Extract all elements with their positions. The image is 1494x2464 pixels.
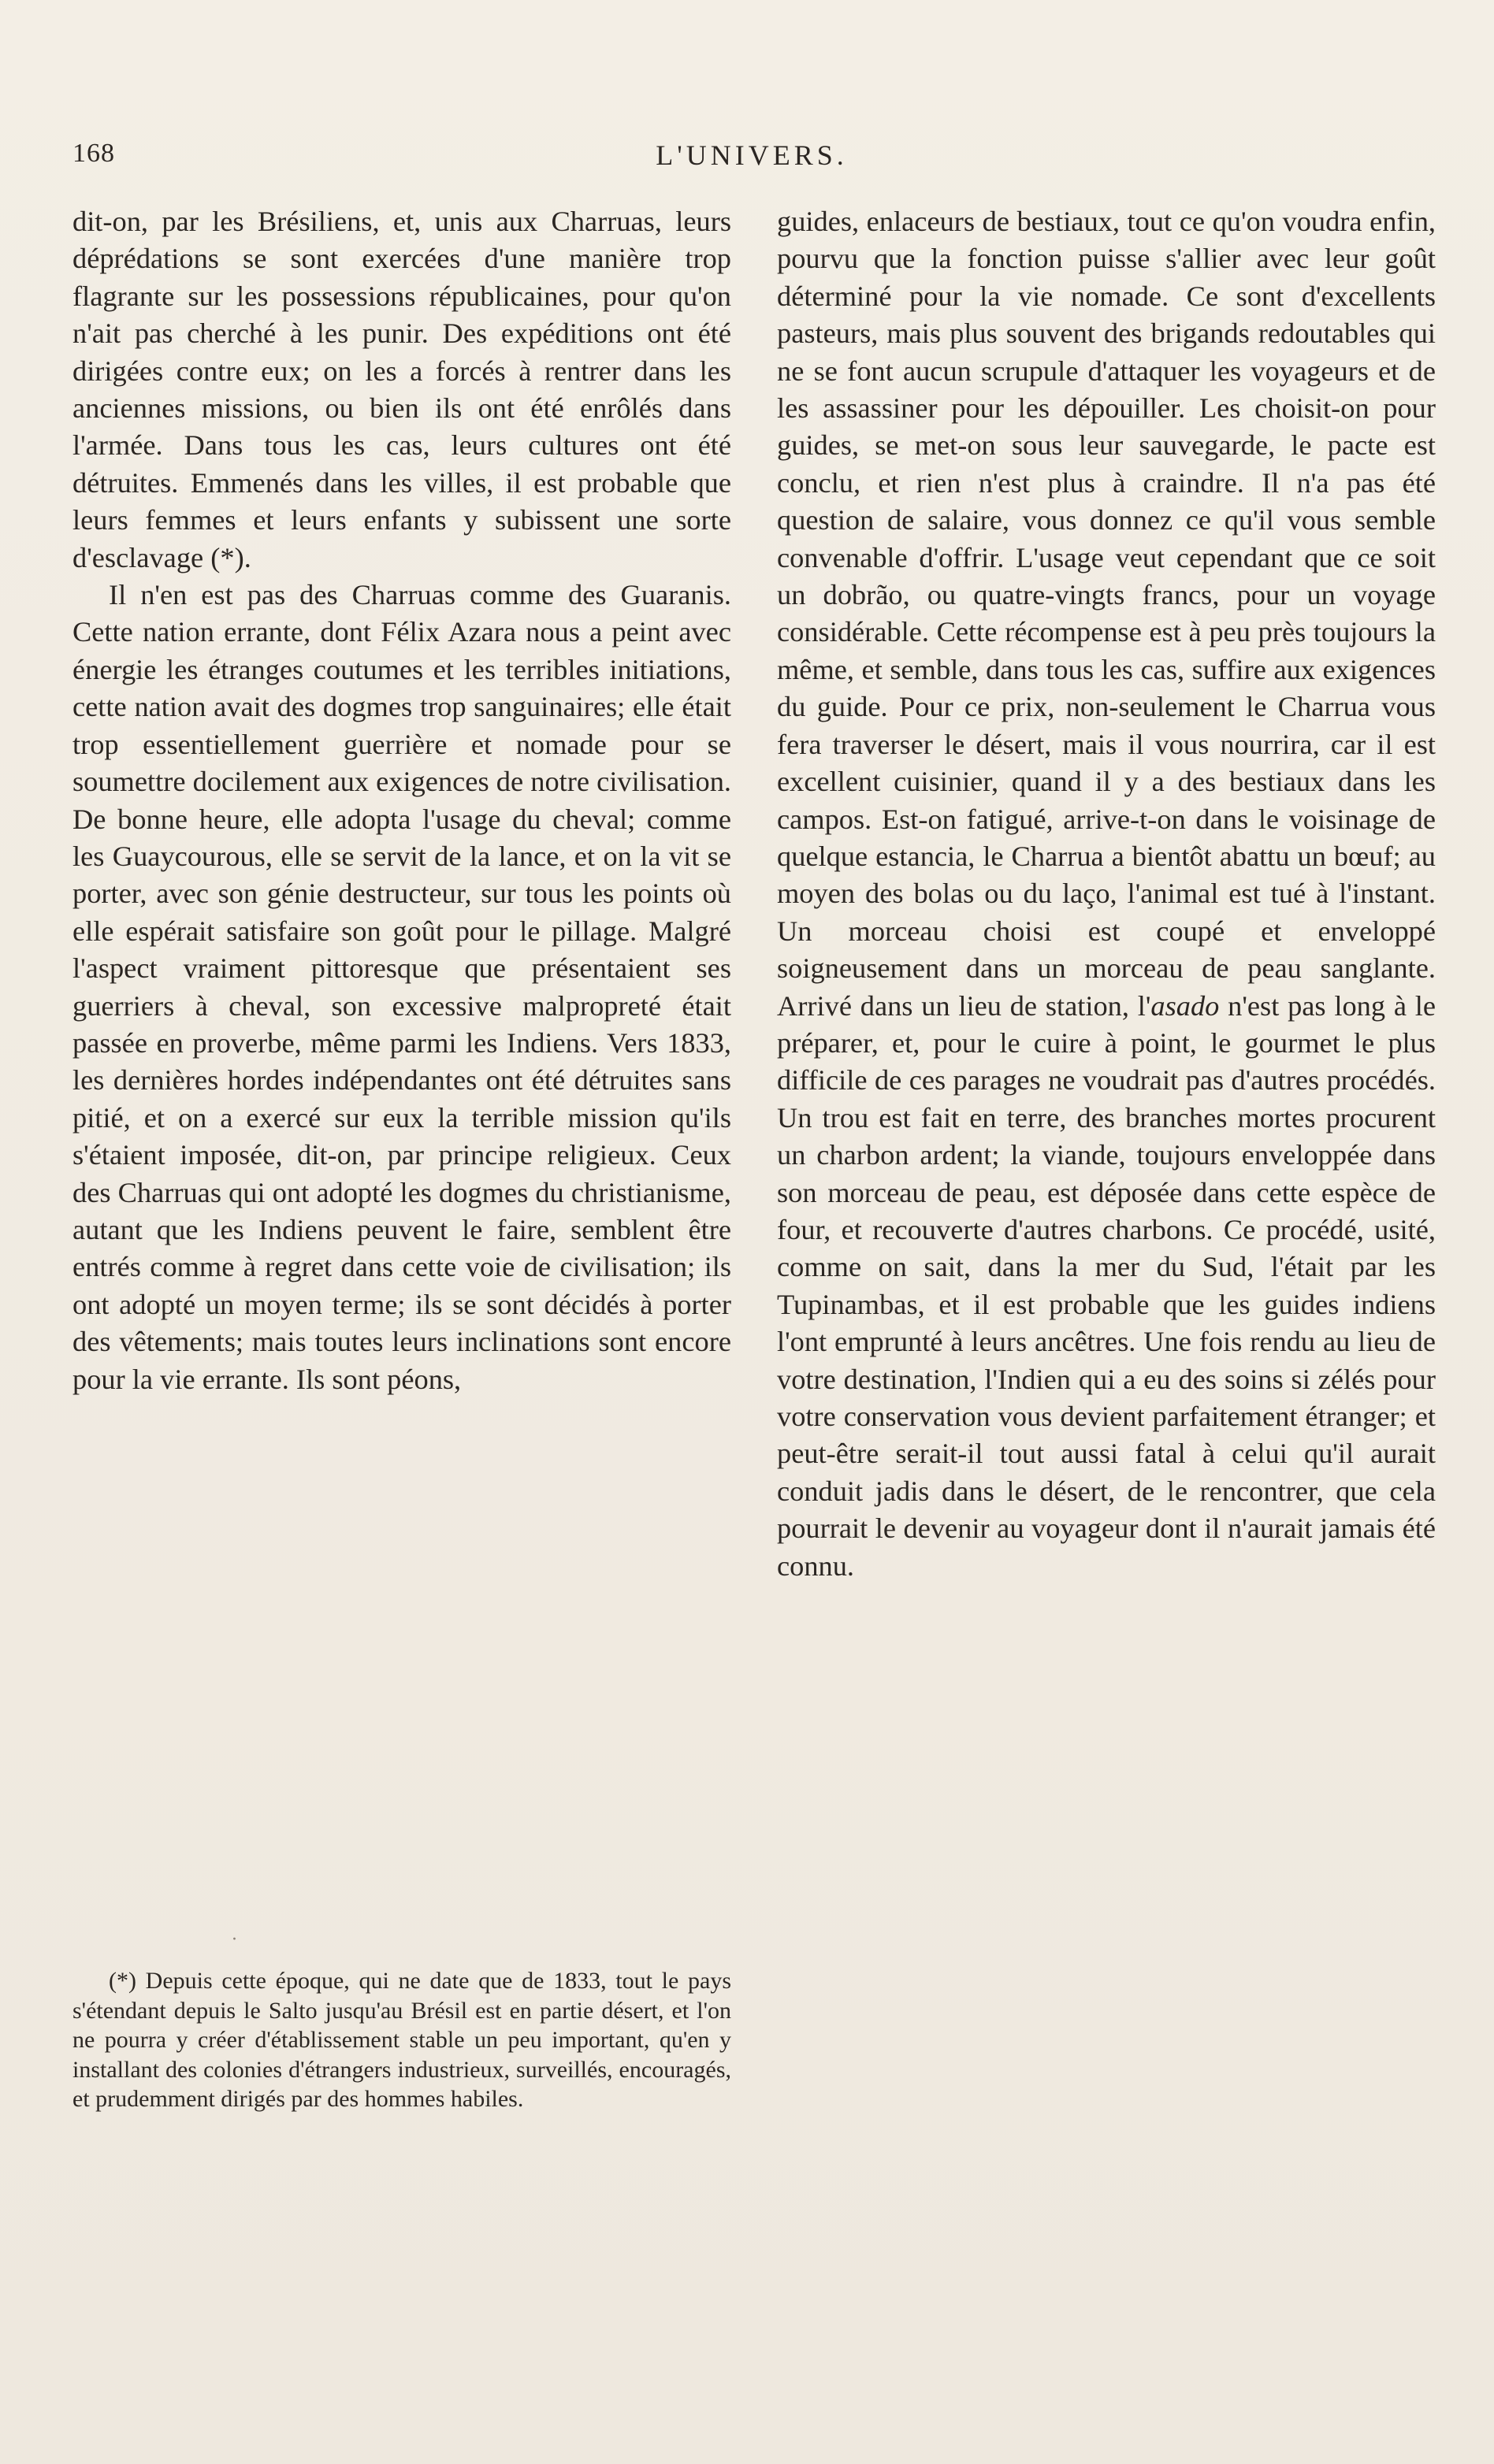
paragraph-right-1 — [777, 203, 1436, 1585]
running-head — [72, 139, 1431, 176]
running-title: L'UNIVERS. — [656, 139, 848, 171]
paragraph-left-2: Il n'en est pas des Charruas comme des Guaranis. Cette nation errante, dont Félix Azara nous a peint avec énergie les étranges coutumes et les terribles initiations, cette nation avait des dogmes trop sanguinaires; elle était trop essentiellement guerrière et nomade pour se soumettre docilement aux exigences de notre civilisation. De bonne heure, elle adopta l'usage du cheval; comme les Guaycourous, elle se servit de la lance, et on la vit se porter, avec son génie destructeur, sur tous les points où elle espérait satisfaire son goût pour le pillage. Malgré l'aspect vraiment pittoresque que présentaient ses guerriers à cheval, son excessive malpropreté était passée en proverbe, même parmi les Indiens. Vers 1833, les dernières hordes indépendantes ont été détruites sans pitié, et on a exercé sur eux la terrible mission qu'ils s'étaient imposée, dit-on, par principe religieux. Ceux des Charruas qui ont adopté les dogmes du christianisme, autant que les Indiens peuvent le faire, semblent être entrés comme à regret dans cette voie de civilisation; ils ont adopté un moyen terme; ils se sont décidés à porter des vêtements; mais toutes leurs inclinations sont encore pour la vie errante. Ils sont péons, — [72, 579, 731, 1395]
italic-term-asado: asado — [1150, 989, 1220, 1022]
left-column — [72, 203, 731, 1398]
footnote: (*) Depuis cette époque, qui ne date que de 1833, tout le pays s'étendant depuis le Salto jusqu'au Brésil est en partie désert, et l'on ne pourra y créer d'établissement stable un peu important, qu'en y installant des colonies d'étrangers industrieux, surveillés, encouragés, et prudemment dirigés par des hommes habiles. — [72, 1968, 731, 2113]
separator-dot: · — [232, 1930, 237, 1950]
paragraph-left-1: dit-on, par les Brésiliens, et, unis aux Charruas, leurs déprédations se sont exercées d'une manière trop flagrante sur les possessions républicaines, pour qu'on n'ait pas cherché à les punir. Des expéditions ont été dirigées contre eux; on les a forcés à rentrer dans les anciennes missions, ou bien ils ont été enrôlés dans l'armée. Dans tous les cas, leurs cultures ont été détruites. Emmenés dans les villes, il est probable que leurs femmes et leurs enfants y subissent une sorte d'esclavage (*). — [72, 206, 731, 573]
text-after-italic: n'est pas long à le préparer, et, pour le cuire à point, le gourmet le plus difficile de ces parages ne voudrait pas d'autres procédés. Un trou est fait en terre, des branches mortes procurent un charbon ardent; la viande, toujours enveloppée dans son morceau de peau, est déposée dans cette espèce de four, et recouverte d'autres charbons. Ce procédé, usité, comme on sait, dans la mer du Sud, l'était par les Tupinambas, et il est probable que les guides indiens l'ont emprunté à leurs ancêtres. Une fois rendu au lieu de votre destination, l'Indien qui a eu des soins si zélés pour votre conservation vous devient parfaitement étranger; et peut-être serait-il tout aussi fatal à celui qu'il aurait conduit jadis dans le désert, de le rencontrer, que cela pourrait le devenir au voyageur dont il n'aurait jamais été connu. — [777, 989, 1436, 1582]
page-number: 168 — [72, 139, 115, 168]
right-column — [777, 203, 1436, 1585]
text-before-italic: guides, enlaceurs de bestiaux, tout ce qu'on voudra enfin, pourvu que la fonction puisse s'allier avec leur goût déterminé pour la vie nomade. Ce sont d'excellents pasteurs, mais plus souvent des brigands redoutables qui ne se font aucun scrupule d'attaquer les voyageurs et de les assassiner pour les dépouiller. Les choisit-on pour guides, se met-on sous leur sauvegarde, le pacte est conclu, et rien n'est plus à craindre. Il n'a pas été question de salaire, vous donnez ce qu'il vous semble convenable d'offrir. L'usage veut cependant que ce soit un dobrão, ou quatre-vingts francs, pour un voyage considérable. Cette récompense est à peu près toujours la même, et semble, dans tous les cas, suffire aux exigences du guide. Pour ce prix, non-seulement le Charrua vous fera traverser le désert, mais il vous nourrira, car il est excellent cuisinier, quand il y a des bestiaux dans les campos. Est-on fatigué, arrive-t-on dans le voisinage de quelque estancia, le Charrua a bientôt abattu un bœuf; au moyen des bolas ou du laço, l'animal est tué à l'instant. Un morceau choisi est coupé et enveloppé soigneusement dans un morceau de peau sanglante. Arrivé dans un lieu de station, l' — [777, 206, 1436, 1022]
